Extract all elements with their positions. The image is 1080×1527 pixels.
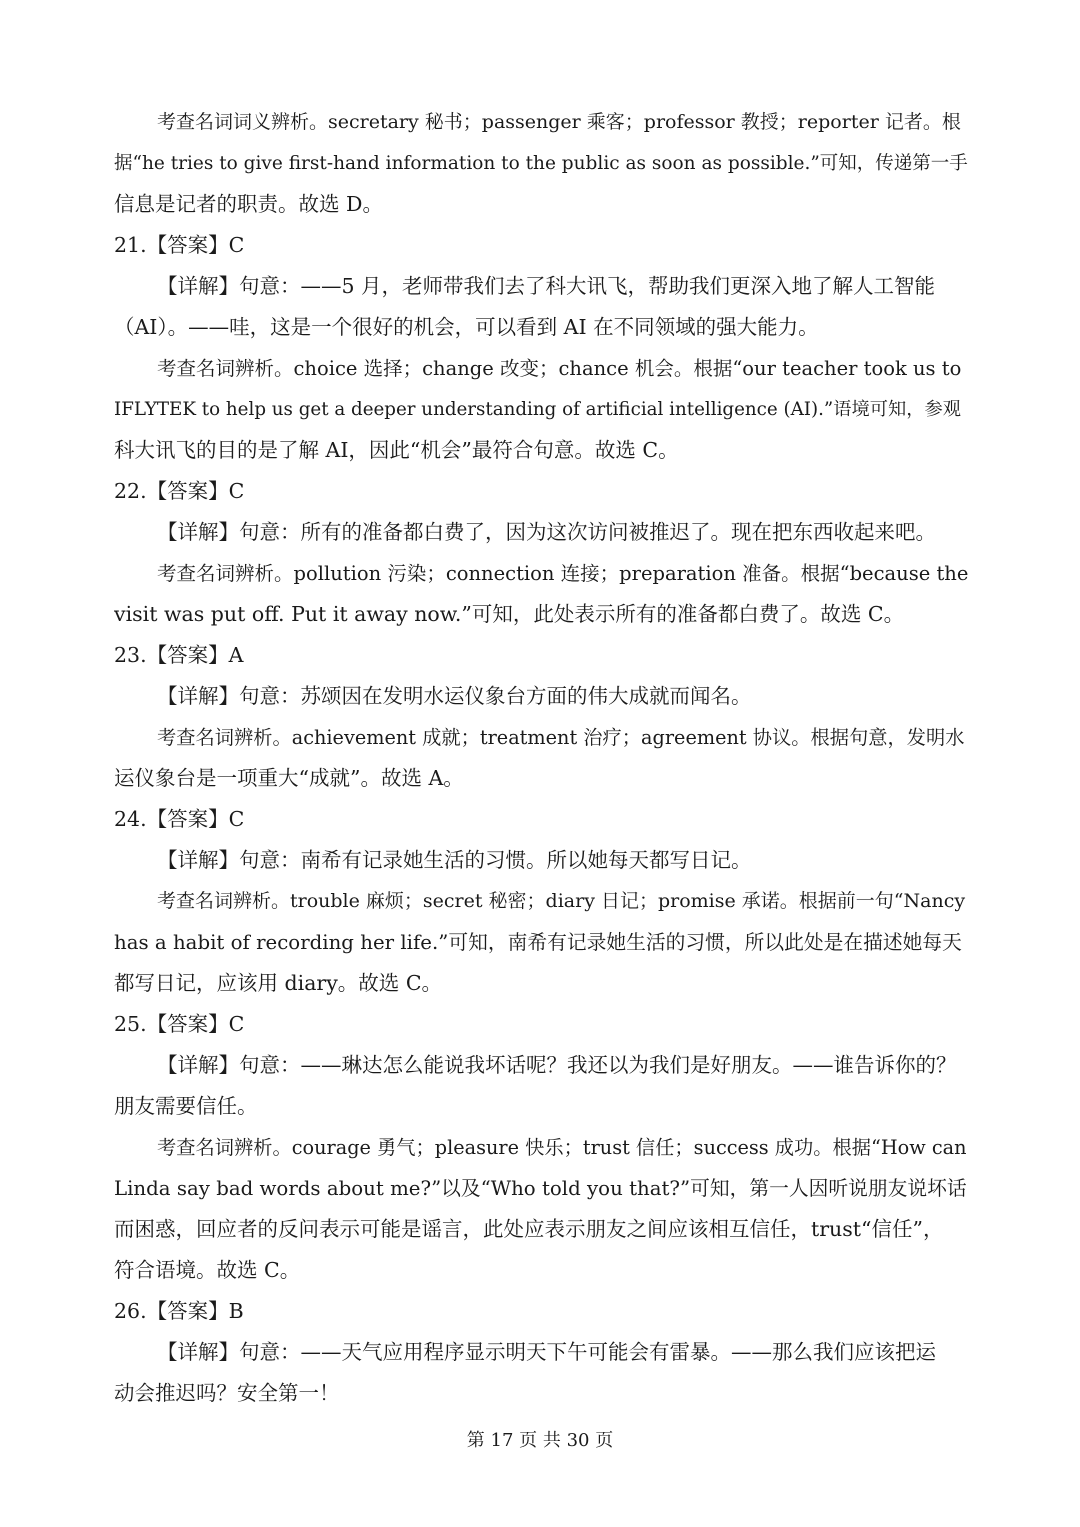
text-line: 考查名词辨析。pollution 污染；connection 连接；preparation 准备。根据“because the [157,562,968,585]
text-line: 都写日记，应该用 diary。故选 C。 [114,971,442,995]
text-line: 运仪象台是一项重大“成就”。故选 A。 [114,766,464,790]
text-line: 【详解】句意：所有的准备都白费了，因为这次访问被推迟了。现在把东西收起来吧。 [157,520,936,544]
text-line: IFLYTEK to help us get a deeper understanding of artificial intelligence (AI).”语境可知，参观 [114,399,961,420]
text-line: 考查名词辨析。achievement 成就；treatment 治疗；agreement 协议。根据句意，发明水 [157,726,965,749]
text-line: 而困惑，回应者的反问表示可能是谣言，此处应表示朋友之间应该相互信任，trust“信任”， [114,1217,944,1241]
text-line: has a habit of recording her life.”可知，南希有记录她生活的习惯，所以此处是在描述她每天 [114,931,962,954]
text-line: 【详解】句意：南希有记录她生活的习惯。所以她每天都写日记。 [157,848,752,872]
text-line: 【详解】句意：——天气应用程序显示明天下午可能会有雷暴。——那么我们应该把运 [157,1340,936,1364]
text-line: 【详解】句意：——5 月，老师带我们去了科大讯飞，帮助我们更深入地了解人工智能 [157,274,936,298]
text-line: 科大讯飞的目的是了解 AI，因此“机会”最符合句意。故选 C。 [114,438,679,462]
text-line: 朋友需要信任。 [114,1094,258,1118]
text-line: 据“he tries to give first-hand information to the public as soon as possible.”可知，传递第一手 [114,153,968,174]
text-line: 考查名词辨析。trouble 麻烦；secret 秘密；diary 日记；promise 承诺。根据前一句“Nancy [157,890,966,912]
text-line: 动会推迟吗？安全第一！ [114,1381,340,1405]
text-line: 21.【答案】C [114,233,245,257]
page-footer: 第 17 页 共 30 页 [466,1430,614,1451]
text-line: 23.【答案】A [114,643,244,667]
text-line: visit was put off. Put it away now.”可知，此处表示所有的准备都白费了。故选 C。 [114,602,905,626]
text-line: 22.【答案】C [114,479,245,503]
text-line: （AI）。——哇，这是一个很好的机会，可以看到 AI 在不同领域的强大能力。 [114,315,819,339]
text-line: 25.【答案】C [114,1012,245,1036]
text-line: 【详解】句意：——琳达怎么能说我坏话呢？我还以为我们是好朋友。——谁告诉你的？ [157,1053,957,1077]
text-line: 考查名词辨析。courage 勇气；pleasure 快乐；trust 信任；success 成功。根据“How can [157,1136,967,1159]
text-line: 24.【答案】C [114,807,245,831]
text-line: 考查名词辨析。choice 选择；change 改变；chance 机会。根据“our teacher took us to [157,357,962,380]
text-line: 符合语境。故选 C。 [114,1258,301,1282]
document-body [114,102,968,1414]
text-line: 考查名词词义辨析。secretary 秘书；passenger 乘客；professor 教授；reporter 记者。根 [157,111,961,133]
text-line: Linda say bad words about me?”以及“Who told you that?”可知，第一人因听说朋友说坏话 [114,1177,967,1200]
text-line: 信息是记者的职责。故选 D。 [114,192,383,216]
text-line: 【详解】句意：苏颂因在发明水运仪象台方面的伟大成就而闻名。 [157,684,752,708]
text-line: 26.【答案】B [114,1299,244,1323]
